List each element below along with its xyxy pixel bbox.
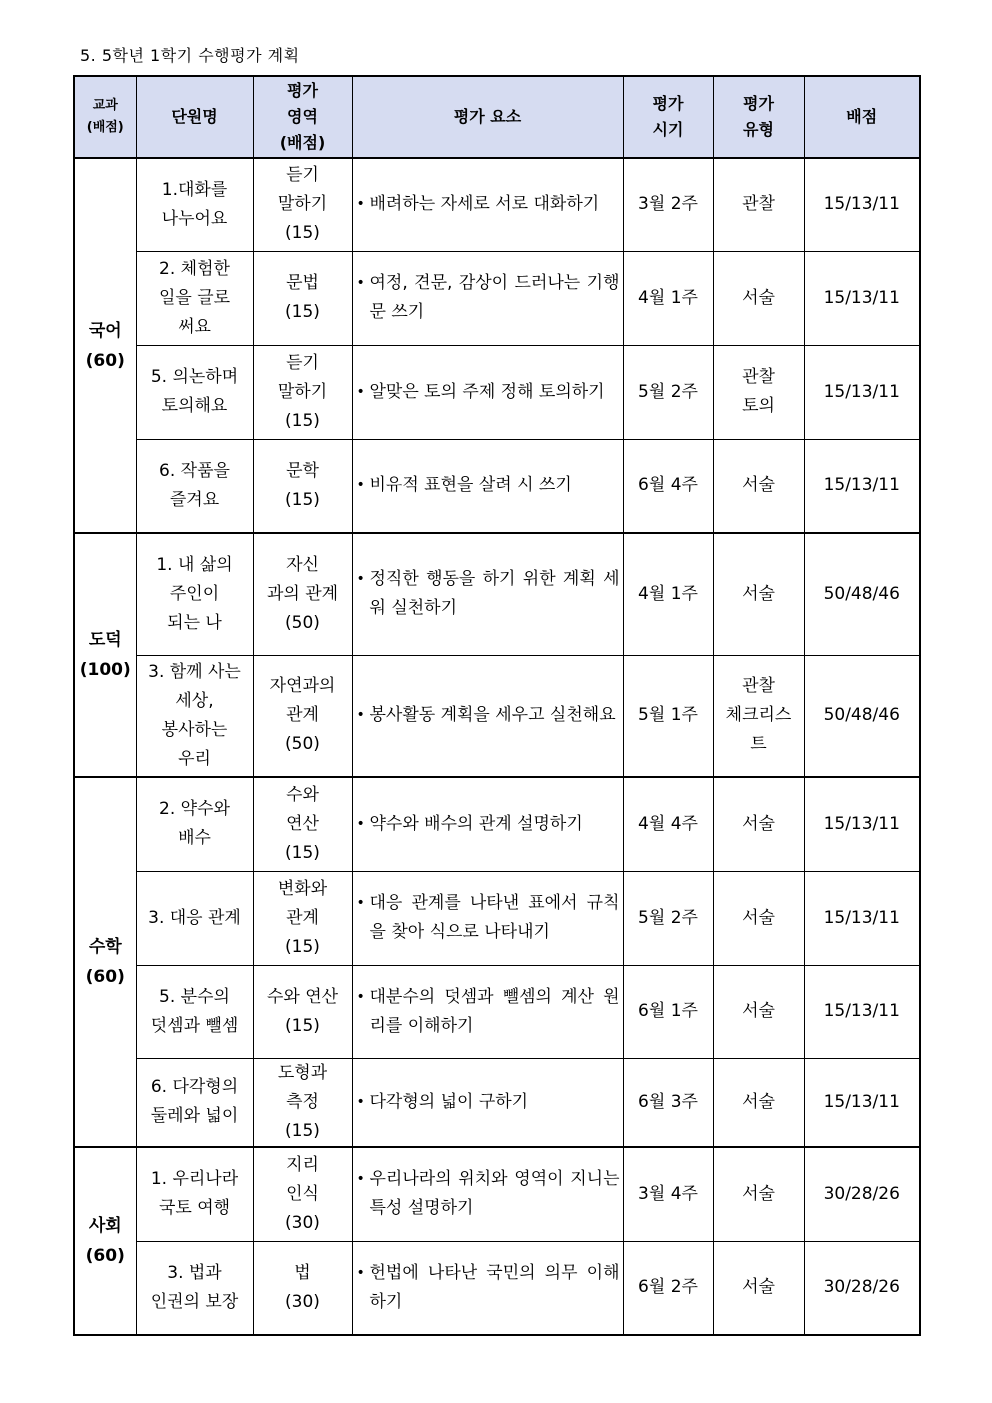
score-cell: 50/48/46 [804,655,920,777]
element-cell [352,777,623,871]
time-cell: 5월 2주 [623,345,713,439]
score-cell: 15/13/11 [804,439,920,533]
time-cell: 5월 1주 [623,655,713,777]
assessment-plan-table [73,75,921,1336]
subject-cell [74,533,136,777]
header-unit: 단원명 [136,76,253,158]
subject-name: 도덕 [88,630,122,650]
element-cell [352,965,623,1058]
unit-cell: 3. 법과 인권의 보장 [136,1241,253,1335]
element-text: 대분수의 덧셈과 뺄셈의 계산 원리를 이해하기 [369,986,620,1036]
unit-cell: 5. 분수의 덧셈과 뺄셈 [136,965,253,1058]
element-text: 정직한 행동을 하기 위한 계획 세워 실천하기 [369,569,620,619]
element-cell [352,1147,623,1241]
area-cell: 문법 (15) [253,251,352,345]
element-wrap [357,1259,620,1317]
bullet-icon: • [356,815,365,832]
area-cell: 듣기 말하기 (15) [253,345,352,439]
element-wrap [357,378,620,407]
time-cell: 3월 4주 [623,1147,713,1241]
bullet-icon: • [356,383,365,400]
unit-cell: 1. 내 삶의 주인이 되는 나 [136,533,253,655]
area-cell: 듣기 말하기 (15) [253,158,352,251]
area-cell: 지리 인식 (30) [253,1147,352,1241]
element-cell [352,655,623,777]
bullet-icon: • [356,477,365,494]
element-cell [352,1058,623,1147]
header-element: 평가 요소 [352,76,623,158]
unit-cell: 3. 대응 관계 [136,871,253,965]
element-cell [352,1241,623,1335]
time-cell: 4월 1주 [623,533,713,655]
unit-cell: 1.대화를 나누어요 [136,158,253,251]
score-cell: 15/13/11 [804,777,920,871]
table-row [74,158,920,251]
table-row [74,251,920,345]
element-text: 약수와 배수의 관계 설명하기 [369,813,583,834]
subject-points: (60) [85,350,125,371]
type-cell: 서술 [713,1058,804,1147]
area-cell: 수와 연산 (15) [253,965,352,1058]
subject-cell [74,1147,136,1335]
table-row [74,871,920,965]
time-cell: 4월 4주 [623,777,713,871]
score-cell: 15/13/11 [804,871,920,965]
element-text: 헌법에 나타난 국민의 의무 이해하기 [369,1262,620,1312]
area-cell: 수와 연산 (15) [253,777,352,871]
table-body [74,158,920,1335]
subject-cell [74,777,136,1147]
header-area: 평가 영역 (배점) [253,76,352,158]
table-row [74,777,920,871]
bullet-icon: • [356,707,365,724]
type-cell: 서술 [713,1147,804,1241]
unit-cell: 6. 작품을 즐겨요 [136,439,253,533]
header-time: 평가 시기 [623,76,713,158]
area-cell: 자연과의 관계 (50) [253,655,352,777]
element-wrap [357,810,620,839]
table-row [74,965,920,1058]
element-cell [352,251,623,345]
table-row [74,1058,920,1147]
time-cell: 3월 2주 [623,158,713,251]
table-row [74,439,920,533]
time-cell: 6월 2주 [623,1241,713,1335]
time-cell: 6월 1주 [623,965,713,1058]
subject-cell [74,158,136,533]
area-cell: 도형과 측정 (15) [253,1058,352,1147]
header-row [74,76,920,158]
score-cell: 15/13/11 [804,158,920,251]
score-cell: 15/13/11 [804,1058,920,1147]
time-cell: 6월 3주 [623,1058,713,1147]
bullet-icon: • [356,988,365,1005]
area-cell: 변화와 관계 (15) [253,871,352,965]
header-score: 배점 [804,76,920,158]
element-cell [352,345,623,439]
element-text: 알맞은 토의 주제 정해 토의하기 [369,381,605,402]
unit-cell: 2. 약수와 배수 [136,777,253,871]
element-wrap [357,701,620,730]
area-cell: 법 (30) [253,1241,352,1335]
table-row [74,533,920,655]
bullet-icon: • [356,275,365,291]
unit-cell: 6. 다각형의 둘레와 넓이 [136,1058,253,1147]
score-cell: 30/28/26 [804,1241,920,1335]
element-text: 여정, 견문, 감상이 드러나는 기행문 쓰기 [369,273,620,322]
table-row [74,1241,920,1335]
element-text: 다각형의 넓이 구하기 [369,1091,529,1112]
bullet-icon: • [356,895,365,911]
unit-cell: 5. 의논하며 토의해요 [136,345,253,439]
unit-cell: 3. 함께 사는 세상, 봉사하는 우리 [136,655,253,777]
score-cell: 15/13/11 [804,251,920,345]
time-cell: 4월 1주 [623,251,713,345]
element-text: 우리나라의 위치와 영역이 지니는 특성 설명하기 [369,1169,620,1219]
type-cell: 서술 [713,777,804,871]
subject-points: (100) [79,660,131,680]
table-row [74,345,920,439]
bullet-icon: • [356,1171,365,1188]
type-cell: 서술 [713,439,804,533]
unit-cell: 2. 체험한 일을 글로 써요 [136,251,253,345]
score-cell: 50/48/46 [804,533,920,655]
element-wrap [357,983,620,1041]
score-cell: 15/13/11 [804,345,920,439]
bullet-icon: • [356,196,365,213]
page-title: 5. 5학년 1학기 수행평가 계획 [80,46,300,65]
type-cell: 서술 [713,533,804,655]
table-row [74,655,920,777]
header-type: 평가 유형 [713,76,804,158]
element-wrap [357,471,620,500]
subject-name: 국어 [88,320,122,341]
bullet-icon: • [356,1093,365,1110]
element-cell [352,439,623,533]
element-cell [352,871,623,965]
type-cell: 서술 [713,1241,804,1335]
element-text: 대응 관계를 나타낸 표에서 규칙을 찾아 식으로 나타내기 [369,893,620,942]
element-wrap [357,889,620,947]
subject-points: (60) [85,967,125,987]
element-wrap [357,190,620,219]
header-subject: 교과 (배점) [74,76,136,158]
unit-cell: 1. 우리나라 국토 여행 [136,1147,253,1241]
area-cell: 자신 과의 관계 (50) [253,533,352,655]
bullet-icon: • [356,1264,365,1281]
element-text: 비유적 표현을 살려 시 쓰기 [369,475,572,496]
type-cell: 서술 [713,965,804,1058]
type-cell: 관찰 토의 [713,345,804,439]
time-cell: 6월 4주 [623,439,713,533]
subject-name: 사회 [88,1216,122,1236]
element-wrap [357,565,620,623]
type-cell: 서술 [713,871,804,965]
type-cell: 관찰 체크리스 트 [713,655,804,777]
element-wrap [357,269,620,327]
subject-name: 수학 [88,937,122,957]
bullet-icon: • [356,571,365,588]
subject-points: (60) [85,1246,125,1266]
table-row [74,1147,920,1241]
element-text: 봉사활동 계획을 세우고 실천해요 [369,705,616,726]
element-wrap [357,1088,620,1117]
type-cell: 관찰 [713,158,804,251]
element-cell [352,533,623,655]
element-cell [352,158,623,251]
time-cell: 5월 2주 [623,871,713,965]
type-cell: 서술 [713,251,804,345]
score-cell: 15/13/11 [804,965,920,1058]
score-cell: 30/28/26 [804,1147,920,1241]
element-text: 배려하는 자세로 서로 대화하기 [369,194,600,215]
element-wrap [357,1165,620,1223]
area-cell: 문학 (15) [253,439,352,533]
